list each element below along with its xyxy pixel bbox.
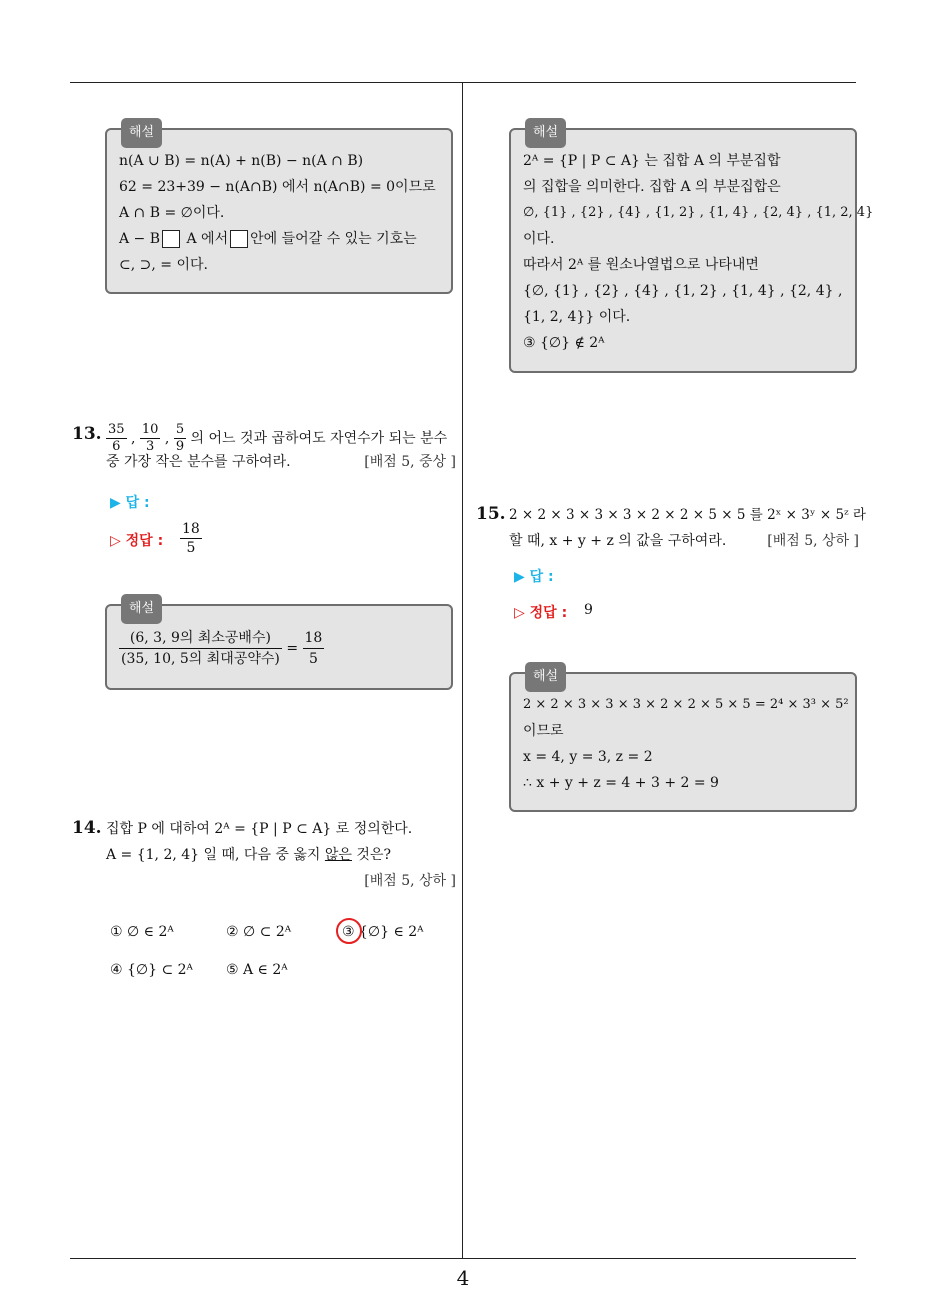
solution-tab: 해설 [121, 118, 162, 148]
solution-tab: 해설 [525, 662, 566, 692]
underlined-text: 않은 [324, 847, 352, 863]
choice-2[interactable]: ② ∅ ⊂ 2ᴬ [226, 924, 292, 940]
solution-line: 62 = 23+39 − n(A∩B) 에서 n(A∩B) = 0이므로 [119, 179, 436, 195]
selected-answer-circle [336, 918, 362, 944]
question-text: A = {1, 2, 4} 일 때, 다음 중 옳지 [106, 847, 325, 863]
correct-answer-value: $\frac{18}{5}$ [182, 521, 200, 556]
solution-line: 2 × 2 × 3 × 3 × 3 × 2 × 2 × 5 × 5 = 2⁴ × 3³ × 5² [523, 697, 849, 712]
solution-line: ∅, {1} , {2} , {4} , {1, 2} , {1, 4} , {2, 4} , {1, 2, 4} [523, 205, 874, 220]
solution-line: n(A ∪ B) = n(A) + n(B) − n(A ∩ B) [119, 153, 364, 169]
equals-sign: = [286, 640, 299, 657]
solution-box-14 [509, 125, 874, 373]
solution-fraction: $\frac{\text{(6, 3, 9의 최소공배수)}}{\text{(35, 10, 5의 최대공약수)}}$ [121, 630, 280, 667]
question-text: 할 때, x + y + z 의 값을 구하여라. [509, 533, 727, 549]
choice-3[interactable]: ③ {∅} ∈ 2ᴬ [342, 924, 424, 940]
solution-line [119, 226, 439, 252]
fraction: $\frac{35}{6}$ [108, 422, 125, 454]
question-text: 중 가장 작은 분수를 구하여라. [106, 454, 291, 470]
solution-line: x = 4, y = 3, z = 2 [523, 749, 653, 765]
fraction: $\frac{10}{3}$ [141, 422, 159, 454]
question-text: 것은? [351, 847, 391, 863]
question-number: 15. [476, 504, 506, 524]
solution-tab: 해설 [121, 594, 162, 624]
correct-answer-value: 9 [584, 602, 593, 618]
solution-box-13 [105, 601, 453, 690]
choice-5[interactable]: ⑤ A ∈ 2ᴬ [226, 962, 288, 978]
question-text: 집합 P 에 대하여 2ᴬ = {P | P ⊂ A} 로 정의한다. [106, 821, 413, 837]
correct-answer-label: ▷ 정답 : [110, 533, 164, 549]
question-14-text [106, 816, 456, 894]
solution-text: A − B [119, 231, 161, 247]
solution-line: 2ᴬ = {P | P ⊂ A} 는 집합 A 의 부분집합 [523, 153, 781, 169]
solution-line: ③ {∅} ∉ 2ᴬ [523, 335, 605, 351]
score-meta: [배점 5, 중상 ] [364, 454, 456, 470]
page-number: 4 [456, 1266, 470, 1290]
question-number: 14. [72, 818, 102, 838]
solution-text: 안에 들어갈 수 있는 기호는 [250, 231, 417, 247]
solution-line: {1, 2, 4}} 이다. [523, 309, 631, 325]
solution-tab: 해설 [525, 118, 566, 148]
answer-label: ▶ 답 : [110, 495, 150, 511]
bottom-rule [70, 1258, 856, 1259]
solution-box-12 [105, 125, 453, 294]
solution-box-15 [509, 669, 857, 812]
column-divider [462, 82, 463, 1258]
solution-line: A ∩ B = ∅이다. [119, 205, 225, 221]
question-text: 의 어느 것과 곱하여도 자연수가 되는 분수 [190, 430, 448, 447]
score-meta: [배점 5, 상하 ] [767, 533, 859, 549]
solution-line: 따라서 2ᴬ 를 원소나열법으로 나타내면 [523, 257, 759, 273]
solution-line: 이므로 [523, 723, 564, 739]
fraction: $\frac{5}{9}$ [175, 422, 185, 454]
solution-line: 의 집합을 의미한다. 집합 A 의 부분집합은 [523, 179, 781, 195]
choice-4[interactable]: ④ {∅} ⊂ 2ᴬ [110, 962, 193, 978]
choice-1[interactable]: ① ∅ ∈ 2ᴬ [110, 924, 174, 940]
solution-result: $\frac{18}{5}$ [304, 630, 323, 667]
solution-line: 이다. [523, 231, 555, 247]
blank-square [230, 230, 248, 248]
solution-line: ∴ x + y + z = 4 + 3 + 2 = 9 [523, 775, 719, 791]
question-13-text: $\frac{35}{6}$ , $\frac{10}{3}$ , $\frac{5}{9}$ 의 어느 것과 곱하여도 자연수가 되는 분수 중 가장 작은 분수를 구하여라. [배점 5, 중상 ] [106, 422, 456, 475]
solution-line: ⊂, ⊃, = 이다. [119, 257, 208, 273]
solution-line: {∅, {1} , {2} , {4} , {1, 2} , {1, 4} , {2, 4} , [523, 283, 843, 299]
question-15-text [509, 502, 866, 554]
question-number: 13. [72, 424, 102, 444]
solution-text: A 에서 [186, 231, 229, 247]
score-meta: [배점 5, 상하 ] [364, 873, 456, 889]
answer-label: ▶ 답 : [514, 569, 554, 585]
blank-square [162, 230, 180, 248]
correct-answer-label: ▷ 정답 : [514, 605, 568, 621]
question-text: 2 × 2 × 3 × 3 × 3 × 2 × 2 × 5 × 5 를 2ˣ × 3ʸ × 5ᶻ 라 [509, 507, 866, 523]
top-rule [70, 82, 856, 83]
